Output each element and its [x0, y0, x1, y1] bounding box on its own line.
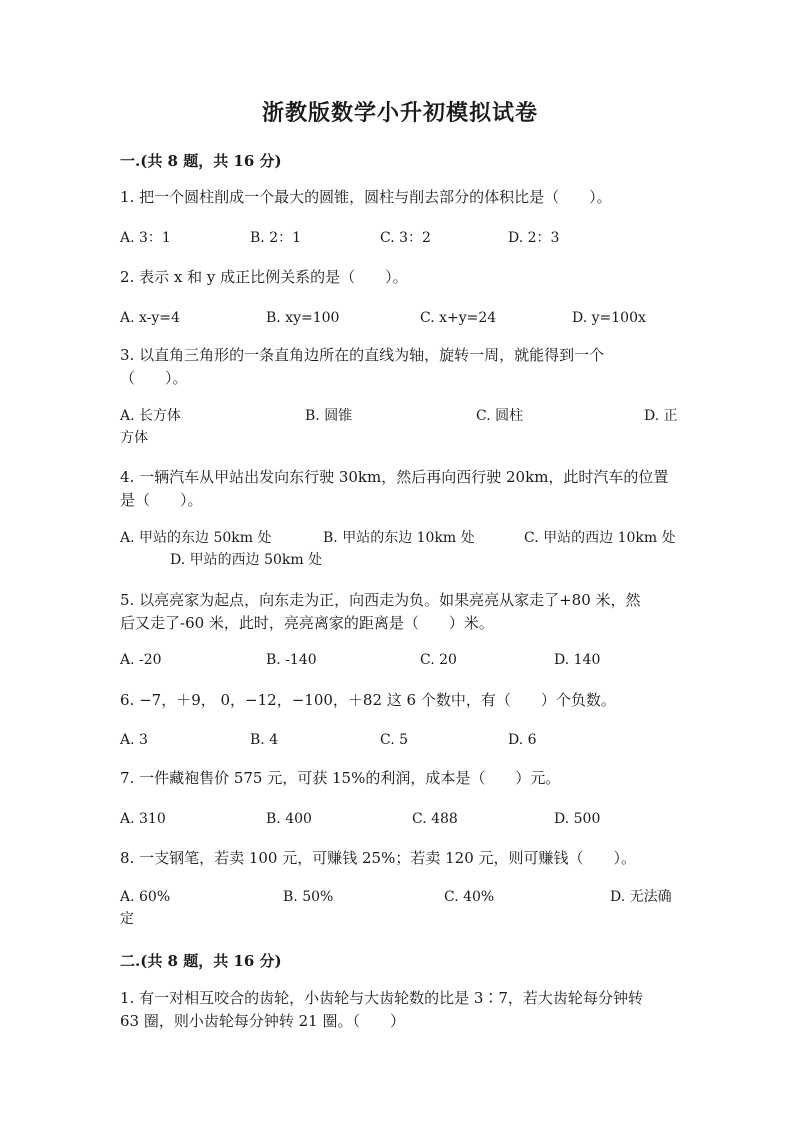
q5-option-c: C. 20 [420, 652, 457, 668]
q8-option-d-wrap: 定 [120, 911, 134, 927]
q8-option-b: B. 50% [283, 889, 334, 905]
q8-option-d: D. 无法确 [610, 889, 672, 905]
q7-option-a: A. 310 [120, 811, 166, 827]
q2-option-d: D. y=100x [572, 310, 646, 326]
s2-question-1-line-1: 1. 有一对相互咬合的齿轮，小齿轮与大齿轮数的比是 3∶7，若大齿轮每分钟转 [120, 989, 643, 1007]
q6-option-b: B. 4 [250, 732, 279, 748]
q2-option-b: B. xy=100 [266, 310, 340, 326]
q1-option-c: C. 3：2 [380, 230, 431, 246]
question-4-line-1: 4. 一辆汽车从甲站出发向东行驶 30km，然后再向西行驶 20km，此时汽车的位置 [120, 468, 669, 486]
q5-option-a: A. -20 [120, 652, 162, 668]
page-title: 浙教版数学小升初模拟试卷 [261, 100, 538, 126]
question-6: 6. −7，＋9， 0，−12，−100，＋82 这 6 个数中，有（ ）个负数。 [120, 691, 616, 709]
question-5-line-2: 后又走了-60 米，此时，亮亮离家的距离是（ ）米。 [120, 614, 494, 632]
question-3-line-2: （ ）。 [120, 369, 188, 387]
question-2: 2. 表示 x 和 y 成正比例关系的是（ ）。 [120, 268, 408, 286]
q3-option-d-wrap: 方体 [120, 430, 148, 446]
q3-option-b: B. 圆锥 [305, 408, 353, 424]
question-3-line-1: 3. 以直角三角形的一条直角边所在的直线为轴，旋转一周，就能得到一个 [120, 346, 605, 364]
q2-option-c: C. x+y=24 [420, 310, 497, 326]
section-heading-1: 一.(共 8 题，共 16 分) [120, 152, 282, 170]
s2-question-1-line-2: 63 圈，则小齿轮每分钟转 21 圈。（ ） [120, 1012, 405, 1030]
q4-option-a: A. 甲站的东边 50km 处 [120, 530, 272, 546]
q5-option-d: D. 140 [554, 652, 601, 668]
q2-option-a: A. x-y=4 [120, 310, 180, 326]
q4-option-b: B. 甲站的东边 10km 处 [323, 530, 475, 546]
q3-option-c: C. 圆柱 [476, 408, 524, 424]
q1-option-b: B. 2：1 [250, 230, 302, 246]
q1-option-a: A. 3：1 [120, 230, 171, 246]
q1-option-d: D. 2：3 [508, 230, 560, 246]
q6-option-a: A. 3 [120, 732, 148, 748]
q3-option-d: D. 正 [644, 408, 678, 424]
q7-option-c: C. 488 [412, 811, 458, 827]
q7-option-d: D. 500 [554, 811, 601, 827]
q8-option-c: C. 40% [444, 889, 495, 905]
question-5-line-1: 5. 以亮亮家为起点，向东走为正，向西走为负。如果亮亮从家走了+80 米，然 [120, 591, 641, 609]
q6-option-d: D. 6 [508, 732, 537, 748]
q8-option-a: A. 60% [120, 889, 171, 905]
q3-option-a: A. 长方体 [120, 408, 182, 424]
q5-option-b: B. -140 [266, 652, 317, 668]
question-7: 7. 一件藏袍售价 575 元，可获 15%的利润，成本是（ ）元。 [120, 769, 561, 787]
question-4-line-2: 是（ ）。 [120, 491, 203, 509]
q4-option-c: C. 甲站的西边 10km 处 [524, 530, 676, 546]
q4-option-d: D. 甲站的西边 50km 处 [170, 552, 323, 568]
q7-option-b: B. 400 [266, 811, 312, 827]
section-heading-2: 二.(共 8 题，共 16 分) [120, 952, 282, 970]
question-1: 1. 把一个圆柱削成一个最大的圆锥，圆柱与削去部分的体积比是（ ）。 [120, 188, 612, 206]
q6-option-c: C. 5 [380, 732, 409, 748]
question-8: 8. 一支钢笔，若卖 100 元，可赚钱 25%；若卖 120 元，则可赚钱（ ）。 [120, 849, 637, 867]
